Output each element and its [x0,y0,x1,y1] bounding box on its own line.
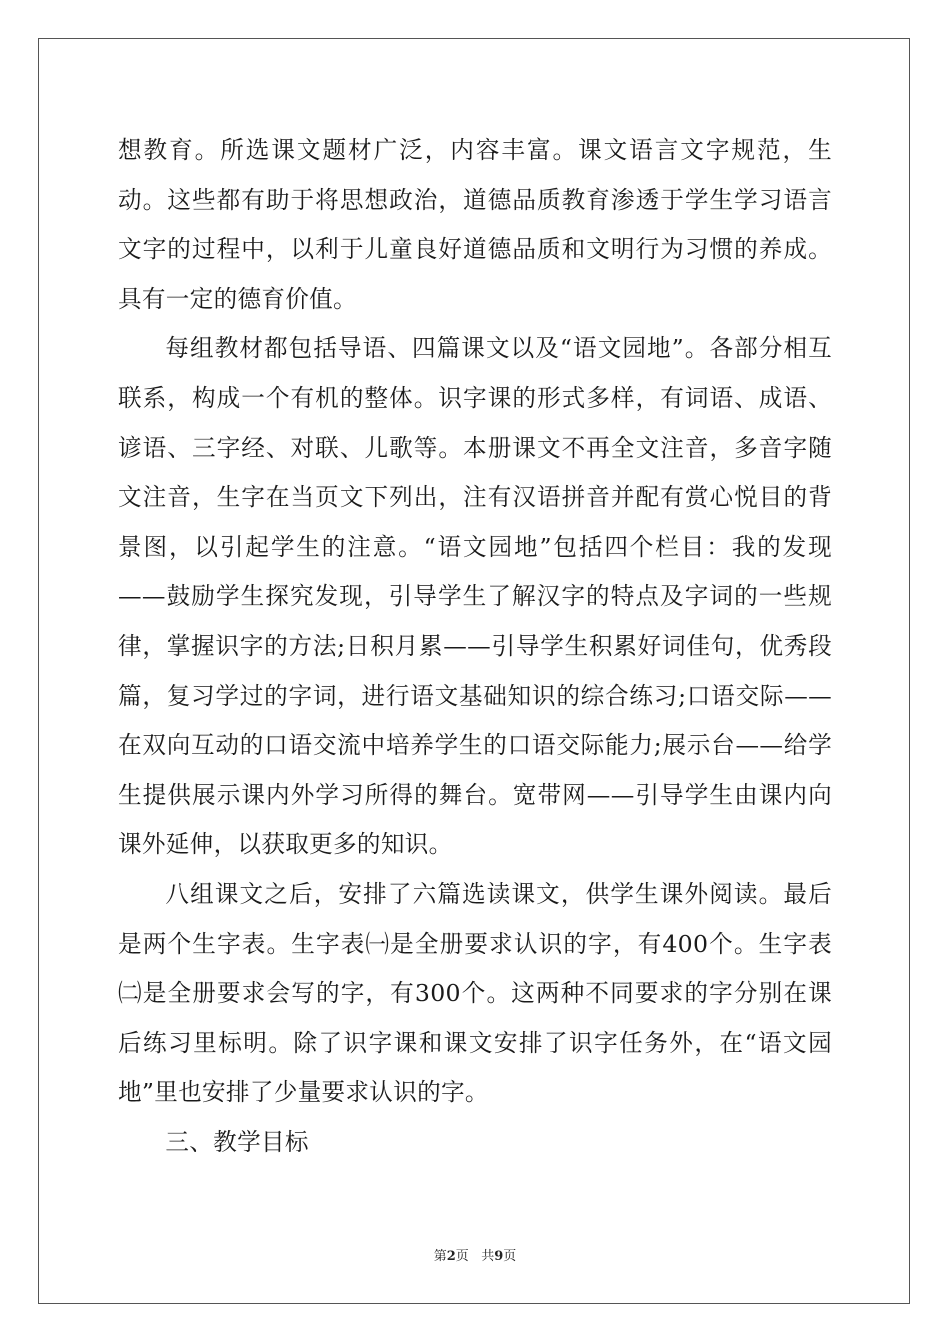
section-heading-teaching-goals: 三、教学目标 [165,1127,309,1156]
total-pages: 9 [494,1249,504,1264]
page-prefix: 第 [433,1249,447,1264]
page-number: 2 [446,1249,456,1264]
total-prefix: 共 [481,1249,495,1264]
total-suffix: 页 [503,1249,517,1264]
paragraph-1: 想教育。所选课文题材广泛，内容丰富。课文语言文字规范，生动。这些都有助于将思想政治，道德品质教育渗透于学生学习语言文字的过程中，以利于儿童良好道德品质和文明行为习惯的养成。具有一定的德育价值。 [118,136,832,313]
document-body [118,126,832,1167]
paragraph-2: 每组教材都包括导语、四篇课文以及“语文园地”。各部分相互联系，构成一个有机的整体。识字课的形式多样，有词语、成语、谚语、三字经、对联、儿歌等。本册课文不再全文注音，多音字随文注音，生字在当页文下列出，注有汉语拼音并配有赏心悦目的背景图，以引起学生的注意。“语文园地”包括四个栏目：我的发现——鼓励学生探究发现，引导学生了解汉字的特点及字词的一些规律，掌握识字的方法;日积月累——引导学生积累好词佳句，优秀段篇，复习学过的字词，进行语文基础知识的综合练习;口语交际——在双向互动的口语交流中培养学生的口语交际能力;展示台——给学生提供展示课内外学习所得的舞台。宽带网——引导学生由课内向课外延伸，以获取更多的知识。 [118,334,832,859]
page-footer [0,1248,950,1266]
page-suffix: 页 [455,1249,469,1264]
paragraph-3: 八组课文之后，安排了六篇选读课文，供学生课外阅读。最后是两个生字表。生字表㈠是全册要求认识的字，有400个。生字表㈡是全册要求会写的字，有300个。这两种不同要求的字分别在课后练习里标明。除了识字课和课文安排了识字任务外，在“语文园地”里也安排了少量要求认识的字。 [118,879,832,1107]
